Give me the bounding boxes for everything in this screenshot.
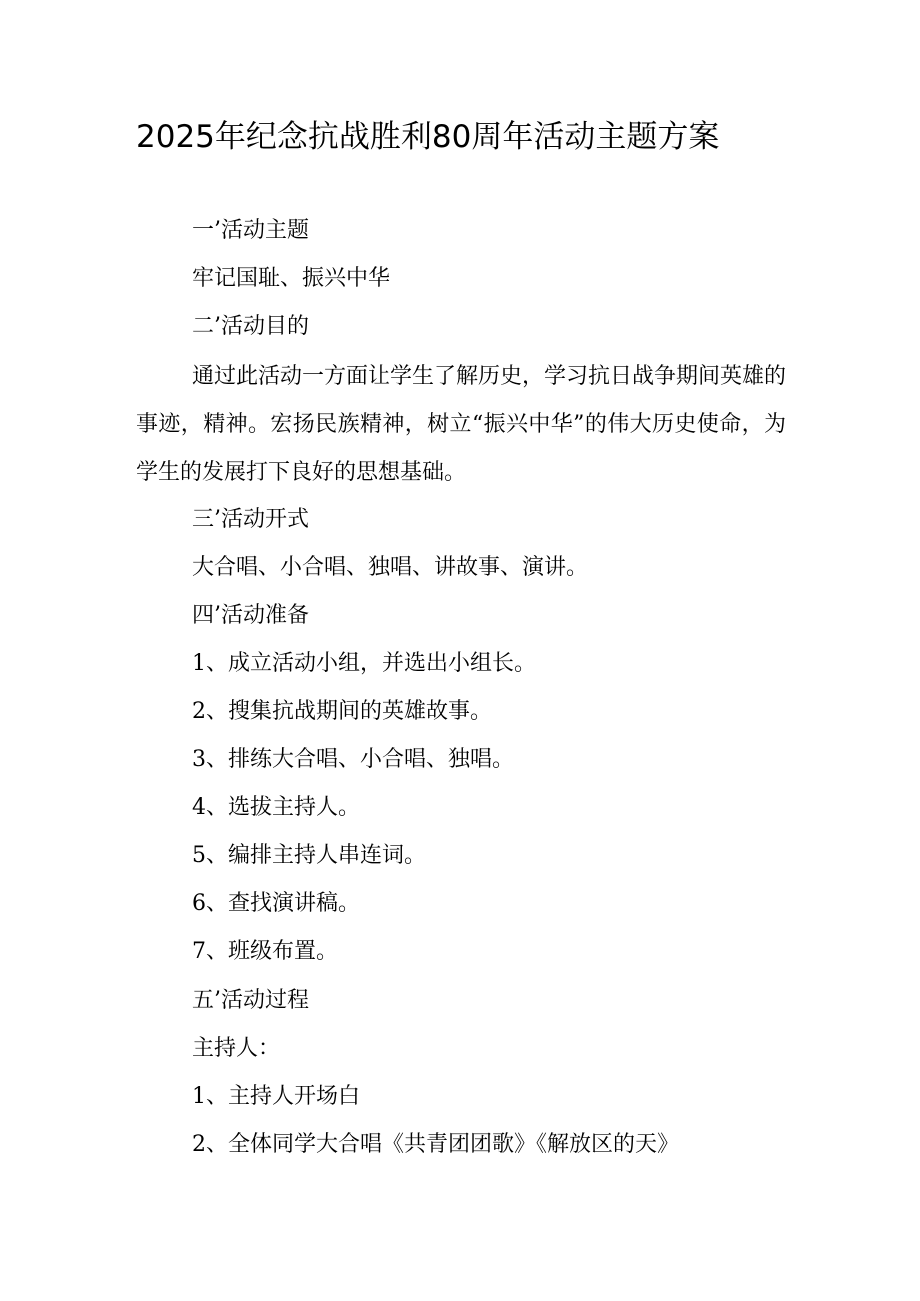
preparation-item: 2、搜集抗战期间的英雄故事。	[192, 699, 492, 724]
section-heading-purpose: 二’活动目的	[192, 314, 309, 339]
format-text: 大合唱、小合唱、独唱、讲故事、演讲。	[192, 555, 589, 580]
process-item: 1、主持人开场白	[192, 1084, 360, 1109]
preparation-item: 1、成立活动小组，并选出小组长。	[192, 651, 536, 676]
section-heading-format: 三’活动开式	[192, 507, 309, 532]
preparation-item: 6、查找演讲稿。	[192, 891, 360, 916]
preparation-item: 3、排练大合唱、小合唱、独唱。	[192, 747, 514, 772]
preparation-item: 5、编排主持人串连词。	[192, 843, 426, 868]
section-heading-theme: 一’活动主题	[192, 218, 309, 243]
preparation-item: 7、班级布置。	[192, 939, 338, 964]
host-label: 主持人：	[192, 1036, 281, 1061]
theme-text: 牢记国耻、振兴中华	[192, 266, 391, 291]
process-item: 2、全体同学大合唱《共青团团歌》《解放区的天》	[192, 1132, 679, 1157]
document-title: 2025年纪念抗战胜利80周年活动主题方案	[136, 119, 720, 155]
preparation-item: 4、选拔主持人。	[192, 795, 360, 820]
section-heading-preparation: 四’活动准备	[192, 603, 309, 628]
section-heading-process: 五’活动过程	[192, 988, 309, 1013]
purpose-paragraph: 通过此活动一方面让学生了解历史，学习抗日战争期间英雄的事迹，精神。宏扬民族精神，树立“振兴中华”的伟大历史使命，为学生的发展打下良好的思想基础。	[136, 364, 787, 485]
